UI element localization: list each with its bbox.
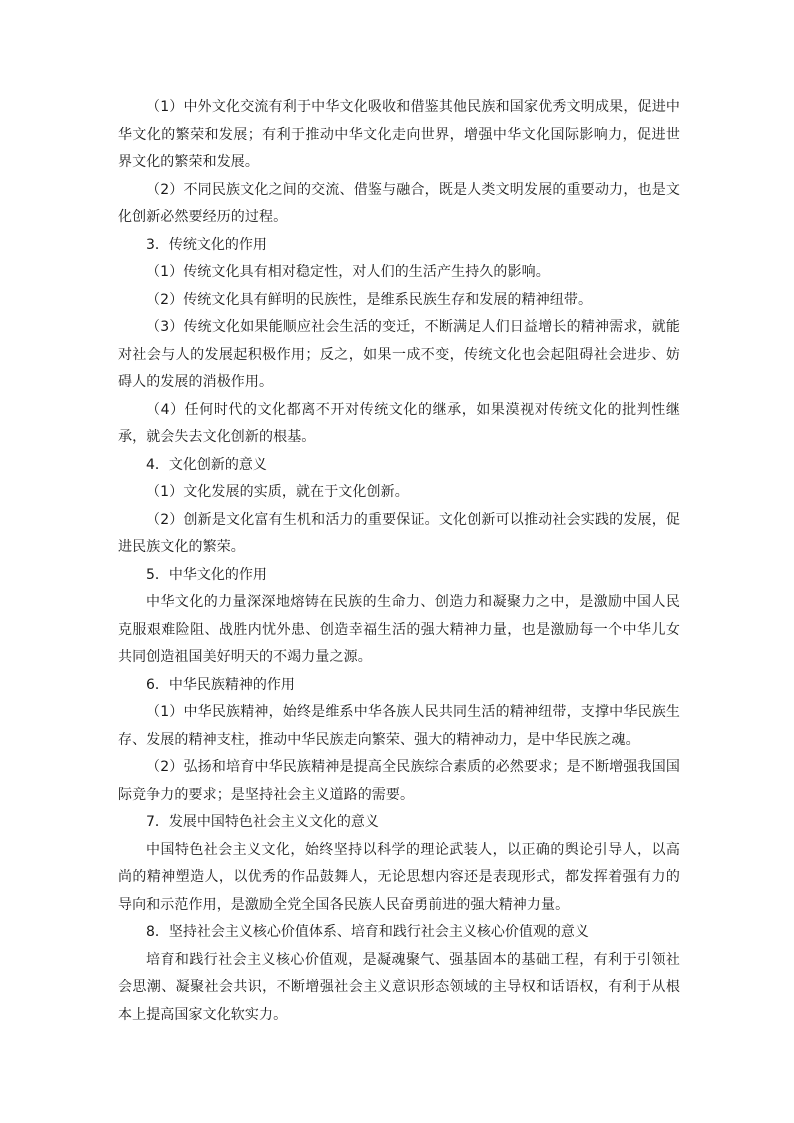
paragraph: （2）弘扬和培育中华民族精神是提高全民族综合素质的必然要求；是不断增强我国国际竞争力的要求；是坚持社会主义道路的需要。 bbox=[118, 759, 680, 803]
paragraph: （1）中外文化交流有利于中华文化吸收和借鉴其他民族和国家优秀文明成果，促进中华文化的繁荣和发展；有利于推动中华文化走向世界，增强中华文化国际影响力，促进世界文化的繁荣和发展。 bbox=[118, 99, 680, 170]
section-heading: 3．传统文化的作用 bbox=[146, 236, 267, 253]
section-heading: 4．文化创新的意义 bbox=[146, 456, 267, 473]
paragraph: （2）不同民族文化之间的交流、借鉴与融合，既是人类文明发展的重要动力，也是文化创新必然要经历的过程。 bbox=[118, 181, 680, 225]
paragraph: 培育和践行社会主义核心价值观，是凝魂聚气、强基固本的基础工程，有利于引领社会思潮、凝聚社会共识，不断增强社会主义意识形态领域的主导权和话语权，有利于从根本上提高国家文化软实力。 bbox=[118, 951, 680, 1023]
section-heading: 8．坚持社会主义核心价值体系、培育和践行社会主义核心价值观的意义 bbox=[146, 924, 589, 940]
paragraph: （1）文化发展的实质，就在于文化创新。 bbox=[146, 484, 409, 500]
paragraph: （2）传统文化具有鲜明的民族性，是维系民族生存和发展的精神纽带。 bbox=[146, 291, 593, 308]
paragraph: （3）传统文化如果能顺应社会生活的变迁，不断满足人们日益增长的精神需求，就能对社会与人的发展起积极作用；反之，如果一成不变，传统文化也会起阻碍社会进步、妨碍人的发展的消极作用。 bbox=[118, 319, 680, 390]
section-heading: 6．中华民族精神的作用 bbox=[146, 676, 295, 693]
section-heading: 5．中华文化的作用 bbox=[146, 566, 267, 583]
paragraph: （1）传统文化具有相对稳定性，对人们的生活产生持久的影响。 bbox=[146, 264, 550, 280]
paragraph: （1）中华民族精神，始终是维系中华各族人民共同生活的精神纽带，支撑中华民族生存、发展的精神支柱，推动中华民族走向繁荣、强大的精神动力，是中华民族之魂。 bbox=[118, 704, 680, 748]
paragraph: （4）任何时代的文化都离不开对传统文化的继承，如果漠视对传统文化的批判性继承，就会失去文化创新的根基。 bbox=[118, 401, 680, 445]
paragraph: 中华文化的力量深深地熔铸在民族的生命力、创造力和凝聚力之中，是激励中国人民克服艰难险阻、战胜内忧外患、创造幸福生活的强大精神力量，也是激励每一个中华儿女共同创造祖国美好明天的不竭力量之源。 bbox=[118, 594, 680, 665]
section-heading: 7．发展中国特色社会主义文化的意义 bbox=[146, 814, 379, 830]
document-body bbox=[118, 94, 680, 1029]
paragraph: （2）创新是文化富有生机和活力的重要保证。文化创新可以推动社会实践的发展，促进民族文化的繁荣。 bbox=[118, 511, 680, 555]
paragraph: 中国特色社会主义文化，始终坚持以科学的理论武装人，以正确的舆论引导人，以高尚的精神塑造人，以优秀的作品鼓舞人，无论思想内容还是表现形式，都发挥着强有力的导向和示范作用，是激励全党全国各民族人民奋勇前进的强大精神力量。 bbox=[118, 841, 680, 913]
